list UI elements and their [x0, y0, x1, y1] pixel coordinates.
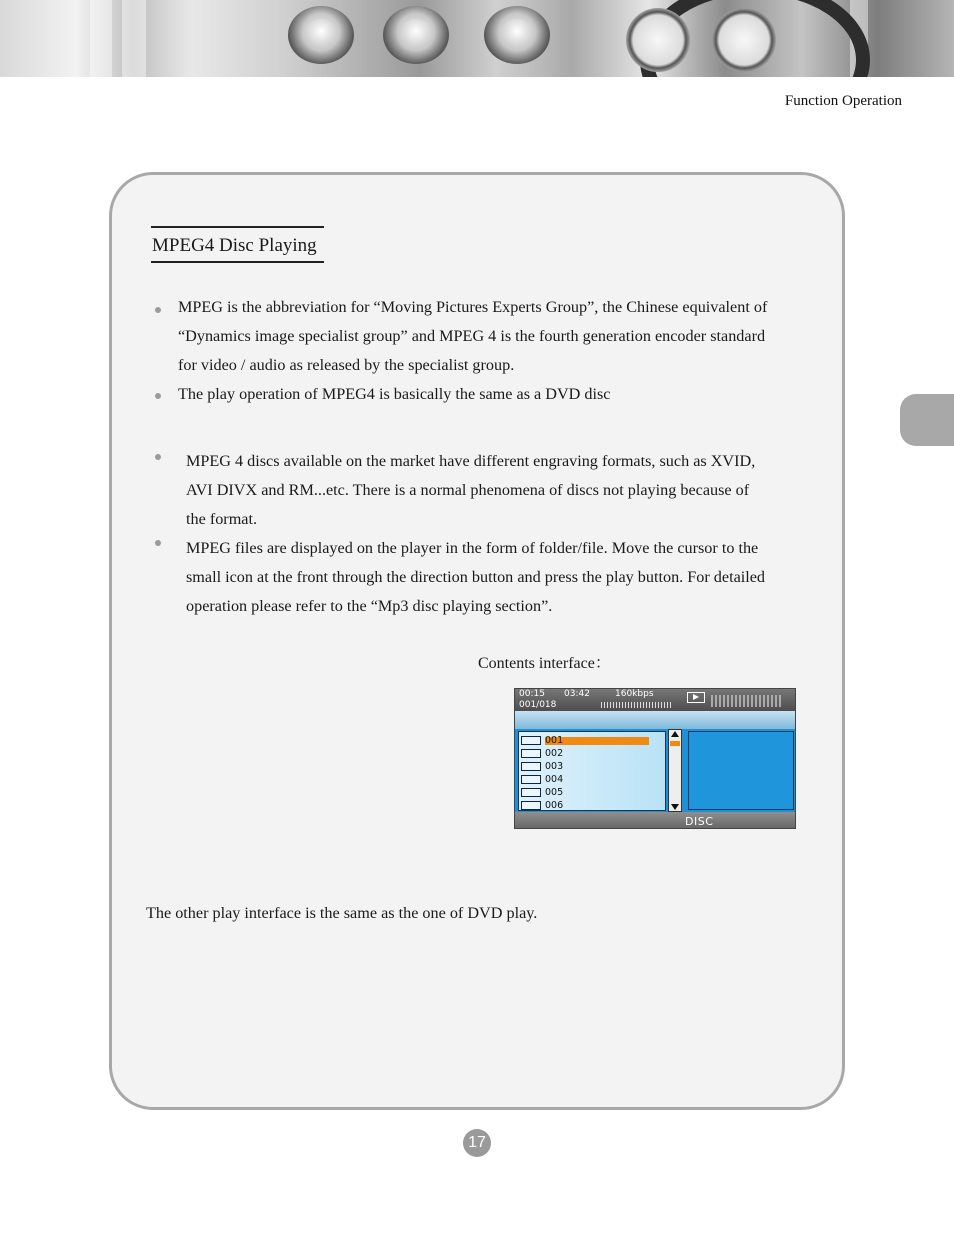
- folder-icon: [521, 736, 541, 745]
- paragraph-formats: [186, 447, 755, 533]
- scroll-thumb[interactable]: [670, 741, 680, 746]
- section-title: MPEG4 Disc Playing: [152, 235, 317, 256]
- bitrate: 160kbps: [615, 689, 654, 699]
- total-time: 03:42: [564, 689, 590, 699]
- file-list[interactable]: [518, 731, 666, 811]
- text-line: MPEG is the abbreviation for “Moving Pictures Experts Group”, the Chinese equivalent of: [178, 298, 768, 316]
- chapter-tab: [900, 394, 954, 446]
- gauge-icon: [712, 8, 776, 72]
- file-name: 005: [545, 787, 564, 798]
- file-name: 006: [545, 800, 564, 811]
- contents-interface-label: Contents interface：: [478, 655, 611, 672]
- folder-icon: [521, 749, 541, 758]
- folder-icon: [521, 788, 541, 797]
- list-item[interactable]: [521, 787, 661, 799]
- scroll-up-icon[interactable]: [671, 731, 679, 737]
- file-name: 001: [545, 735, 564, 746]
- text-line: The play operation of MPEG4 is basically the same as a DVD disc: [178, 385, 611, 403]
- header-band: [515, 711, 795, 729]
- paragraph-play-operation: [178, 380, 610, 409]
- folder-icon: [521, 775, 541, 784]
- progress-dots: [601, 702, 671, 708]
- text-line: small icon at the front through the direction button and press the play button. For detailed: [186, 567, 766, 586]
- bullet-icon: [155, 540, 161, 546]
- list-item[interactable]: [521, 774, 661, 786]
- scroll-down-icon[interactable]: [671, 804, 679, 810]
- track-counter: 001/018: [519, 700, 557, 710]
- gauge-icon: [626, 8, 690, 72]
- level-meter-icon: [711, 695, 783, 707]
- text-line: for video / audio as released by the specialist group.: [178, 355, 515, 374]
- footer-note: The other play interface is the same as the one of DVD play.: [146, 904, 538, 922]
- paragraph-folder-file: [186, 534, 765, 620]
- list-item[interactable]: [521, 748, 661, 760]
- list-scrollbar[interactable]: [668, 729, 682, 812]
- dial-knob-icon: [383, 6, 449, 64]
- list-item[interactable]: [521, 800, 661, 812]
- page-number: 17: [463, 1129, 491, 1157]
- paragraph-mpeg-definition: [178, 293, 767, 379]
- folder-icon: [521, 762, 541, 771]
- source-bar: [515, 812, 795, 829]
- text-line: AVI DIVX and RM...etc. There is a normal phenomena of discs not playing because of: [186, 480, 750, 499]
- text-line: MPEG 4 discs available on the market have different engraving formats, such as XVID,: [186, 452, 756, 470]
- text-line: the format.: [186, 509, 258, 528]
- play-icon: [687, 692, 705, 703]
- contents-interface-screenshot: [514, 688, 796, 829]
- file-name: 002: [545, 748, 564, 759]
- status-bar: [515, 689, 795, 711]
- bullet-icon: [155, 393, 161, 399]
- preview-pane: [688, 731, 794, 810]
- banner-highlight: [122, 0, 146, 77]
- text-line: MPEG files are displayed on the player in the form of folder/file. Move the cursor to the: [186, 539, 759, 557]
- dial-knob-icon: [484, 6, 550, 64]
- section-header: Function Operation: [784, 93, 902, 109]
- bullet-icon: [155, 454, 161, 460]
- folder-icon: [521, 801, 541, 810]
- file-name: 004: [545, 774, 564, 785]
- list-item[interactable]: [521, 761, 661, 773]
- header-banner: [0, 0, 954, 77]
- source-label: DISC: [685, 815, 714, 828]
- bullet-icon: [155, 307, 161, 313]
- file-name: 003: [545, 761, 564, 772]
- section-title-box: [151, 226, 324, 263]
- text-line: operation please refer to the “Mp3 disc playing section”.: [186, 596, 553, 615]
- list-item[interactable]: [521, 735, 661, 747]
- text-line: “Dynamics image specialist group” and MPEG 4 is the fourth generation encoder standard: [178, 326, 766, 345]
- dial-knob-icon: [288, 6, 354, 64]
- elapsed-time: 00:15: [519, 689, 545, 699]
- banner-highlight: [90, 0, 112, 77]
